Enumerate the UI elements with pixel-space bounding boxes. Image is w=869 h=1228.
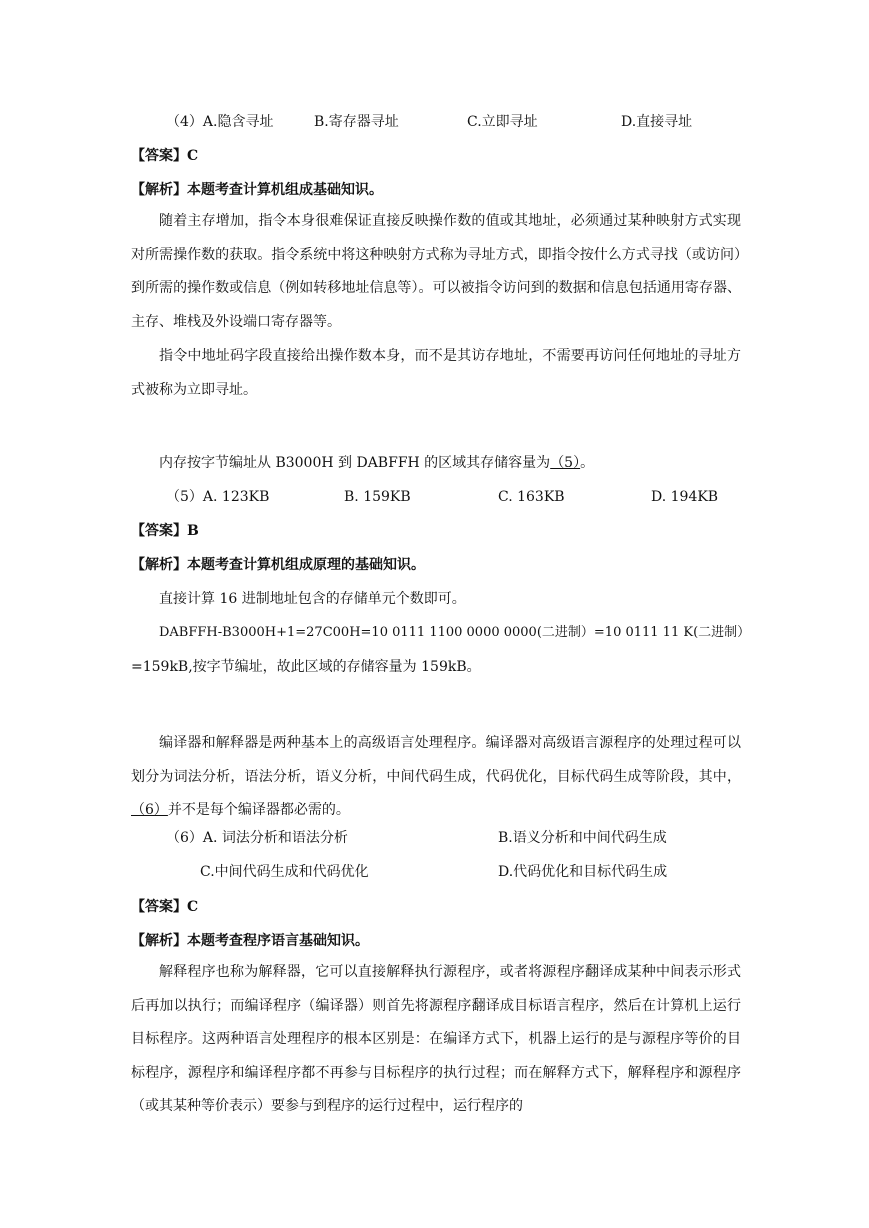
q5-blank: （5） — [550, 455, 581, 471]
q5-analysis-para-1: 直接计算 16 进制地址包含的存储单元个数即可。 — [159, 591, 466, 607]
q5-stem-text: 内存按字节编址从 B3000H 到 DABFFH 的区域其存储容量为 — [159, 455, 551, 471]
q4-option-a: （4）A.隐含寻址 — [166, 114, 274, 130]
q5-stem-end: 。 — [580, 455, 595, 471]
q6-stem-text: 编译器和解释器是两种基本上的高级语言处理程序。编译器对高级语言源程序的处理过程可以划分为词法分析，语法分析，语义分析，中间代码生成，代码优化，目标代码生成等阶段，其中， — [131, 735, 741, 785]
q6-answer — [131, 897, 198, 917]
q4-analysis-heading — [131, 180, 383, 200]
q6-analysis-para-1: 解释程序也称为解释器，它可以直接解释执行源程序，或者将源程序翻译成某种中间表示形式后再加以执行；而编译程序（编译器）则首先将源程序翻译成目标语言程序，然后在计算机上运行目标程序。这两种语言处理程序的根本区别是：在编译方式下，机器上运行的是与源程序等价的目标程序，源程序和编译程序都不再参与目标程序的执行过程；而在解释方式下，解释程序和源程序（或其某种等价表示）要参与到程序的运行过程中，运行程序的 — [131, 964, 741, 1114]
analysis-label: 【解析】 — [131, 933, 187, 949]
analysis-title: 本题考查计算机组成原理的基础知识。 — [187, 557, 425, 573]
answer-label: 【答案】 — [131, 148, 187, 164]
analysis-label: 【解析】 — [131, 182, 187, 198]
q6-option-b: B.语义分析和中间代码生成 — [498, 830, 667, 846]
q5-option-d: D. 194KB — [651, 489, 719, 505]
answer-value: C — [187, 899, 199, 915]
q6-stem-end: 并不是每个编译器都必需的。 — [167, 802, 350, 818]
q6-blank: （6） — [131, 802, 168, 818]
answer-label: 【答案】 — [131, 899, 187, 915]
answer-value: C — [187, 148, 199, 164]
q4-analysis-para-1: 随着主存增加，指令本身很难保证直接反映操作数的值或其地址，必须通过某种映射方式实现对所需操作数的获取。指令系统中将这种映射方式称为寻址方式，即指令按什么方式寻找（或访问）到所需的操作数或信息（例如转移地址信息等）。可以被指令访问到的数据和信息包括通用寄存器、主存、堆栈及外设端口寄存器等。 — [131, 213, 741, 330]
q6-option-a: （6）A. 词法分析和语法分析 — [166, 830, 348, 846]
q4-answer — [131, 146, 198, 166]
q6-stem — [131, 727, 741, 828]
q6-option-d: D.代码优化和目标代码生成 — [498, 864, 668, 880]
analysis-label: 【解析】 — [131, 557, 187, 573]
q6-analysis-heading — [131, 931, 369, 951]
q4-option-d: D.直接寻址 — [621, 114, 693, 130]
q5-option-a: （5）A. 123KB — [166, 489, 270, 505]
answer-label: 【答案】 — [131, 523, 187, 539]
q5-option-b: B. 159KB — [344, 489, 411, 505]
q4-option-c: C.立即寻址 — [467, 114, 538, 130]
q5-analysis-heading — [131, 555, 425, 575]
q4-option-b: B.寄存器寻址 — [314, 114, 399, 130]
analysis-title: 本题考查计算机组成基础知识。 — [187, 182, 383, 198]
q4-analysis-para-2: 指令中地址码字段直接给出操作数本身，而不是其访存地址，不需要再访问任何地址的寻址方式被称为立即寻址。 — [131, 348, 741, 398]
q5-calc-line-1: DABFFH-B3000H+1=27C00H=10 0111 1100 0000 0000(二进制）=10 0111 11 K(二进制） — [159, 625, 751, 640]
q5-calc-line-2: =159kB,按字节编址，故此区域的存储容量为 159kB。 — [131, 659, 481, 675]
answer-value: B — [187, 523, 199, 539]
q6-option-c: C.中间代码生成和代码优化 — [200, 864, 369, 880]
q5-option-c: C. 163KB — [498, 489, 565, 505]
analysis-title: 本题考查程序语言基础知识。 — [187, 933, 369, 949]
q5-answer — [131, 521, 199, 541]
q5-stem — [159, 453, 594, 473]
